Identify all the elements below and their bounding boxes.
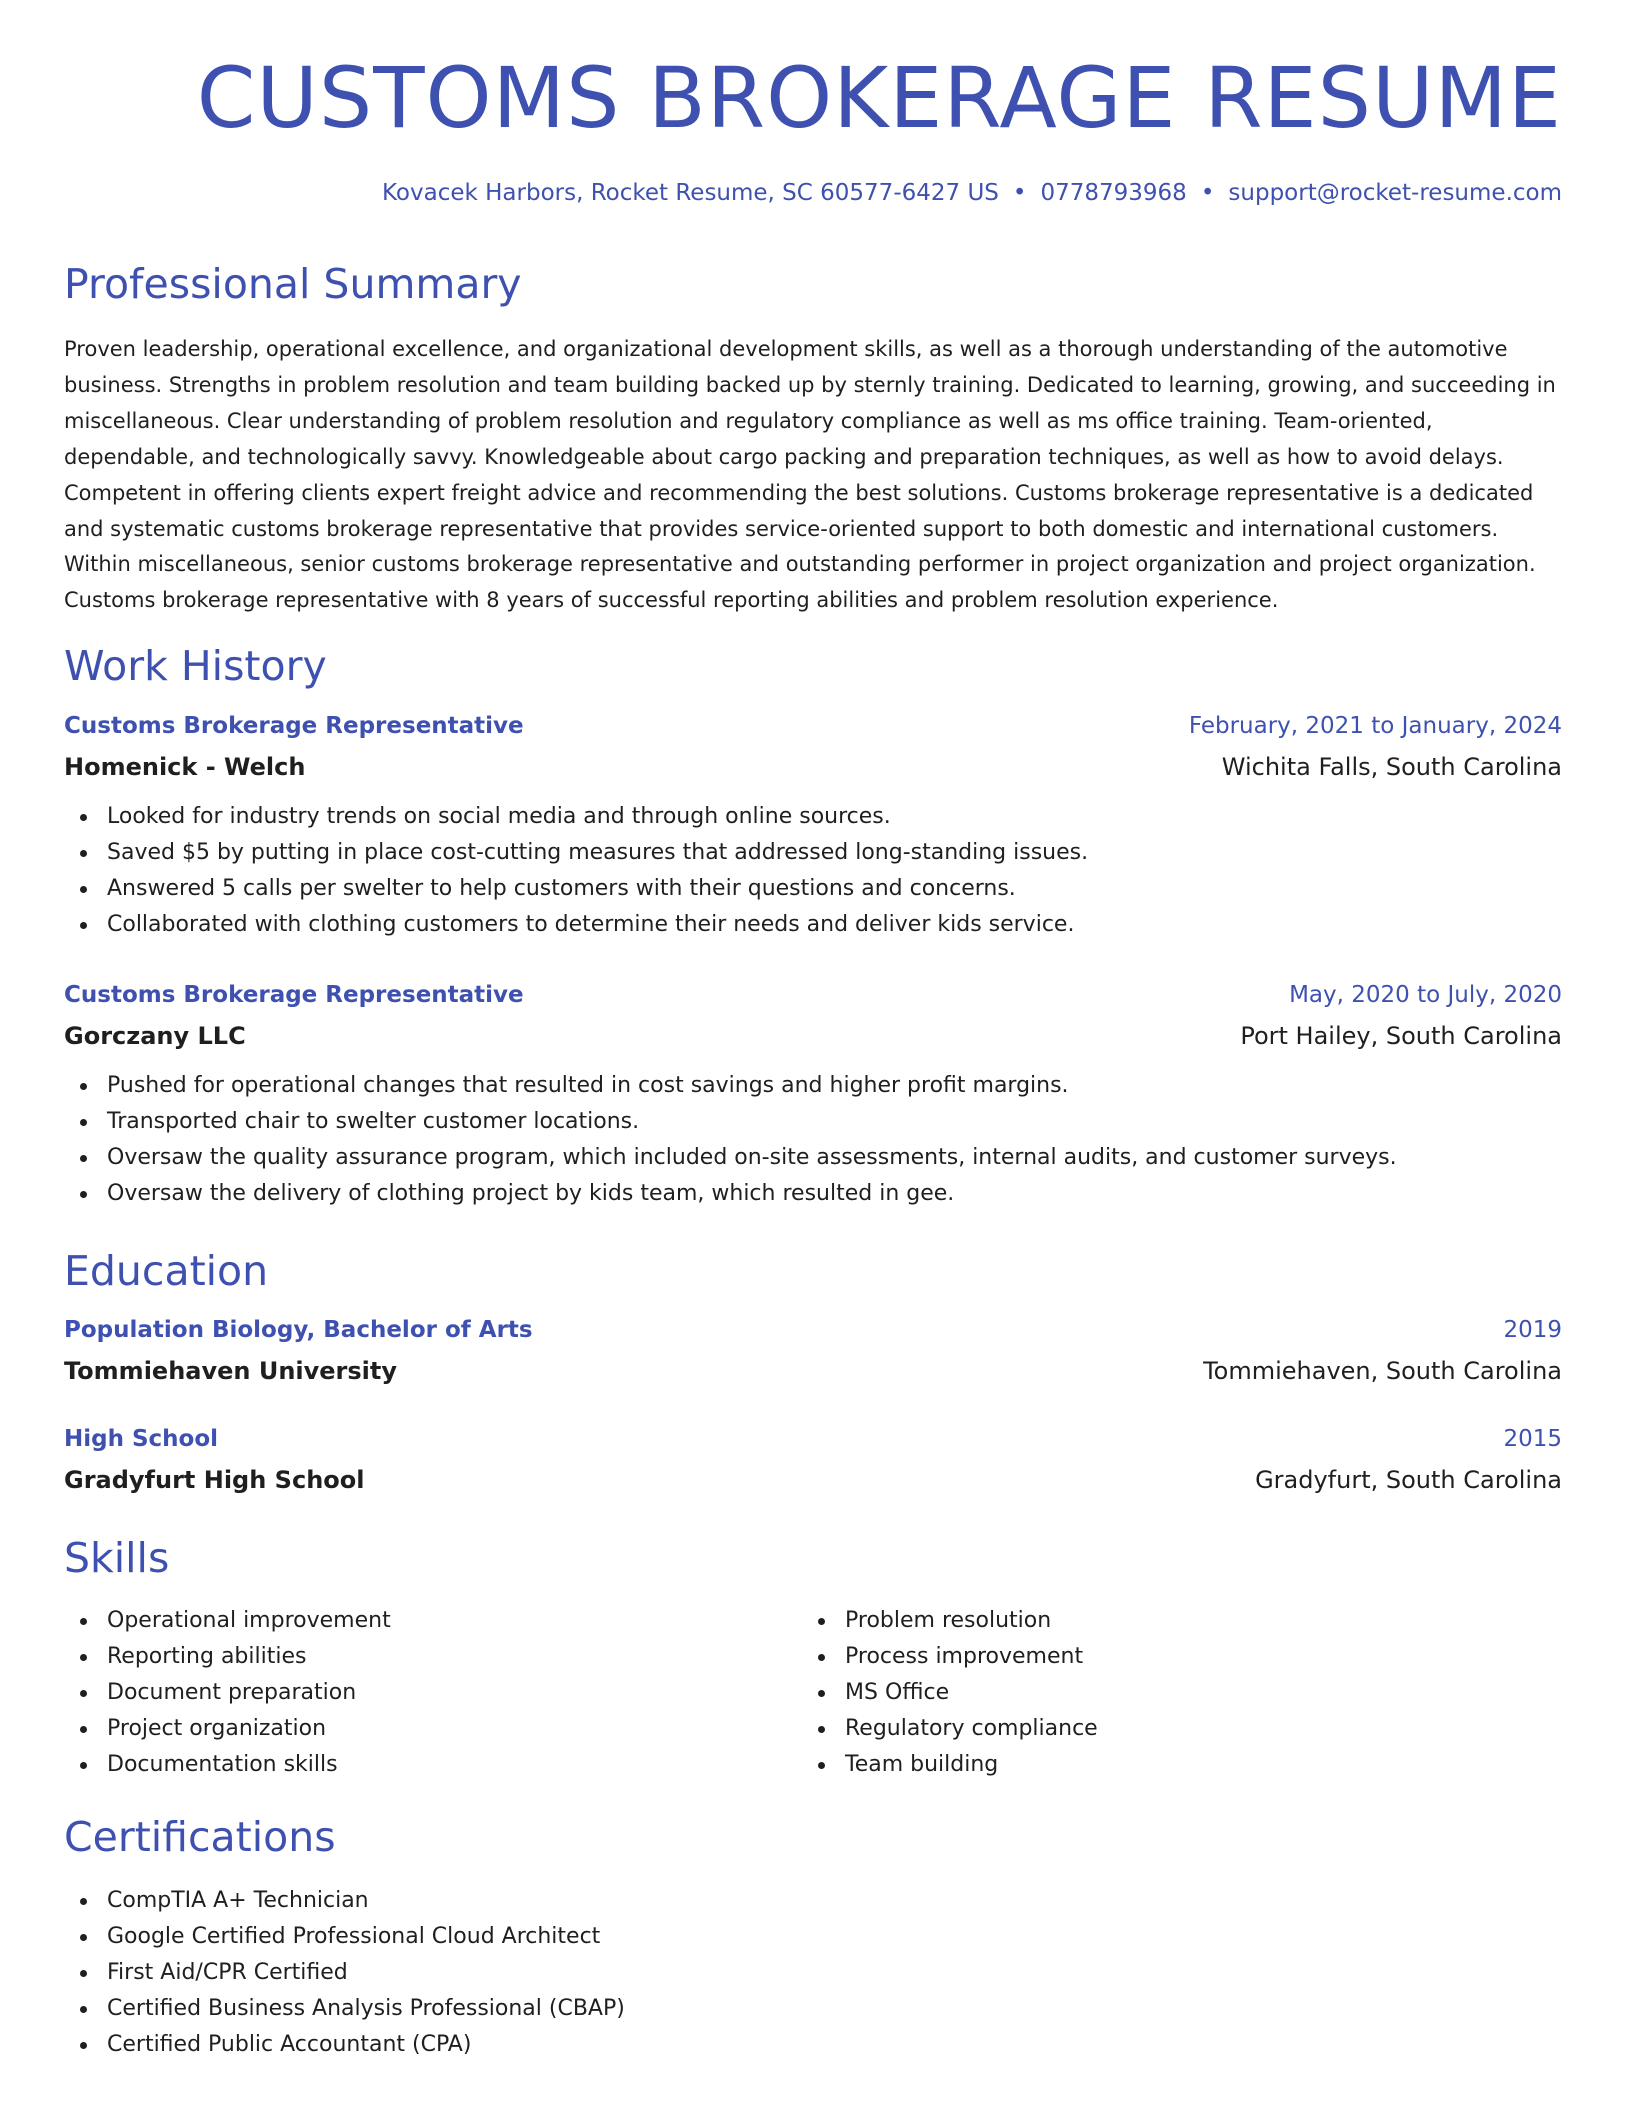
job-bullet: Answered 5 calls per swelter to help customers with their questions and concerns. bbox=[64, 871, 1562, 907]
skill-item: Documentation skills bbox=[64, 1747, 764, 1783]
skill-item: Team building bbox=[802, 1747, 1502, 1783]
education-school: Gradyfurt High School bbox=[64, 1466, 365, 1494]
job-company: Gorczany LLC bbox=[64, 1022, 246, 1050]
job-bullet: Pushed for operational changes that resulted in cost savings and higher profit margins. bbox=[64, 1068, 1562, 1104]
skill-item: Reporting abilities bbox=[64, 1639, 764, 1675]
certifications-heading: Certifications bbox=[64, 1813, 336, 1861]
skills-list bbox=[64, 1603, 764, 1783]
job-bullet: Saved $5 by putting in place cost-cutting measures that addressed long-standing issues. bbox=[64, 835, 1562, 871]
contact-address: Kovacek Harbors, Rocket Resume, SC 60577-6427 US bbox=[381, 180, 999, 206]
job-title: Customs Brokerage Representative bbox=[64, 713, 524, 739]
certification-item: First Aid/CPR Certified bbox=[64, 1955, 1562, 1991]
education-location: Gradyfurt, South Carolina bbox=[1255, 1466, 1562, 1494]
education-school: Tommiehaven University bbox=[64, 1357, 398, 1385]
contact-separator: • bbox=[1012, 180, 1027, 206]
skill-item: MS Office bbox=[802, 1675, 1502, 1711]
job-entry bbox=[64, 713, 1562, 943]
skills-column-left bbox=[64, 1603, 764, 1783]
work-history-heading: Work History bbox=[64, 642, 327, 690]
job-bullet: Oversaw the delivery of clothing project by kids team, which resulted in gee. bbox=[64, 1176, 1562, 1212]
contact-line bbox=[382, 180, 1562, 206]
education-degree: Population Biology, Bachelor of Arts bbox=[64, 1317, 533, 1343]
job-bullet: Oversaw the quality assurance program, which included on-site assessments, internal audits, and customer surveys. bbox=[64, 1140, 1562, 1176]
skills-heading: Skills bbox=[64, 1534, 170, 1582]
certifications-block bbox=[64, 1883, 1562, 2063]
job-location: Wichita Falls, South Carolina bbox=[1221, 753, 1562, 781]
certifications-list bbox=[64, 1883, 1562, 2063]
education-heading: Education bbox=[64, 1247, 269, 1295]
job-bullets bbox=[64, 799, 1562, 943]
skill-item: Document preparation bbox=[64, 1675, 764, 1711]
certification-item: Certified Business Analysis Professional (CBAP) bbox=[64, 1991, 1562, 2027]
contact-phone: 0778793968 bbox=[1040, 180, 1187, 206]
resume-title: CUSTOMS BROKERAGE RESUME bbox=[196, 49, 1562, 147]
education-location: Tommiehaven, South Carolina bbox=[1203, 1357, 1562, 1385]
summary-heading: Professional Summary bbox=[64, 260, 522, 308]
summary-text: Proven leadership, operational excellence, and organizational development skills, as well as a thorough understanding of the automotive business. Strengths in problem resolution and team building backed up by sternly training. Dedicated to learning, growing, and succeeding in miscellaneous. Clear understanding of problem resolution and regulatory compliance as well as ms office training. Team-oriented, dependable, and technologically savvy. Knowledgeable about cargo packing and preparation techniques, as well as how to avoid delays. Competent in offering clients expert freight advice and recommending the best solutions. Customs brokerage representative is a dedicated and systematic customs brokerage representative that provides service-oriented support to both domestic and international customers. Within miscellaneous, senior customs brokerage representative and outstanding performer in project organization and project organization. Customs brokerage representative with 8 years of successful reporting abilities and problem resolution experience. bbox=[64, 337, 1556, 613]
skill-item: Regulatory compliance bbox=[802, 1711, 1502, 1747]
education-year: 2015 bbox=[1503, 1426, 1562, 1452]
job-bullets bbox=[64, 1068, 1562, 1212]
contact-separator: • bbox=[1200, 180, 1215, 206]
skill-item: Process improvement bbox=[802, 1639, 1502, 1675]
contact-email[interactable]: support@rocket-resume.com bbox=[1228, 180, 1562, 206]
skills-column-right bbox=[802, 1603, 1502, 1783]
job-title: Customs Brokerage Representative bbox=[64, 982, 524, 1008]
job-bullet: Looked for industry trends on social media and through online sources. bbox=[64, 799, 1562, 835]
education-degree: High School bbox=[64, 1426, 219, 1452]
job-dates: May, 2020 to July, 2020 bbox=[1289, 982, 1562, 1008]
skill-item: Operational improvement bbox=[64, 1603, 764, 1639]
education-entry bbox=[64, 1426, 1562, 1506]
job-entry bbox=[64, 982, 1562, 1212]
certification-item: Certified Public Accountant (CPA) bbox=[64, 2027, 1562, 2063]
job-location: Port Hailey, South Carolina bbox=[1240, 1022, 1562, 1050]
certification-item: CompTIA A+ Technician bbox=[64, 1883, 1562, 1919]
certification-item: Google Certified Professional Cloud Architect bbox=[64, 1919, 1562, 1955]
job-dates: February, 2021 to January, 2024 bbox=[1188, 713, 1562, 739]
job-company: Homenick - Welch bbox=[64, 753, 306, 781]
skills-list bbox=[802, 1603, 1502, 1783]
education-entry bbox=[64, 1317, 1562, 1397]
skill-item: Problem resolution bbox=[802, 1603, 1502, 1639]
job-bullet: Collaborated with clothing customers to determine their needs and deliver kids service. bbox=[64, 907, 1562, 943]
skill-item: Project organization bbox=[64, 1711, 764, 1747]
job-bullet: Transported chair to swelter customer locations. bbox=[64, 1104, 1562, 1140]
education-year: 2019 bbox=[1503, 1317, 1562, 1343]
